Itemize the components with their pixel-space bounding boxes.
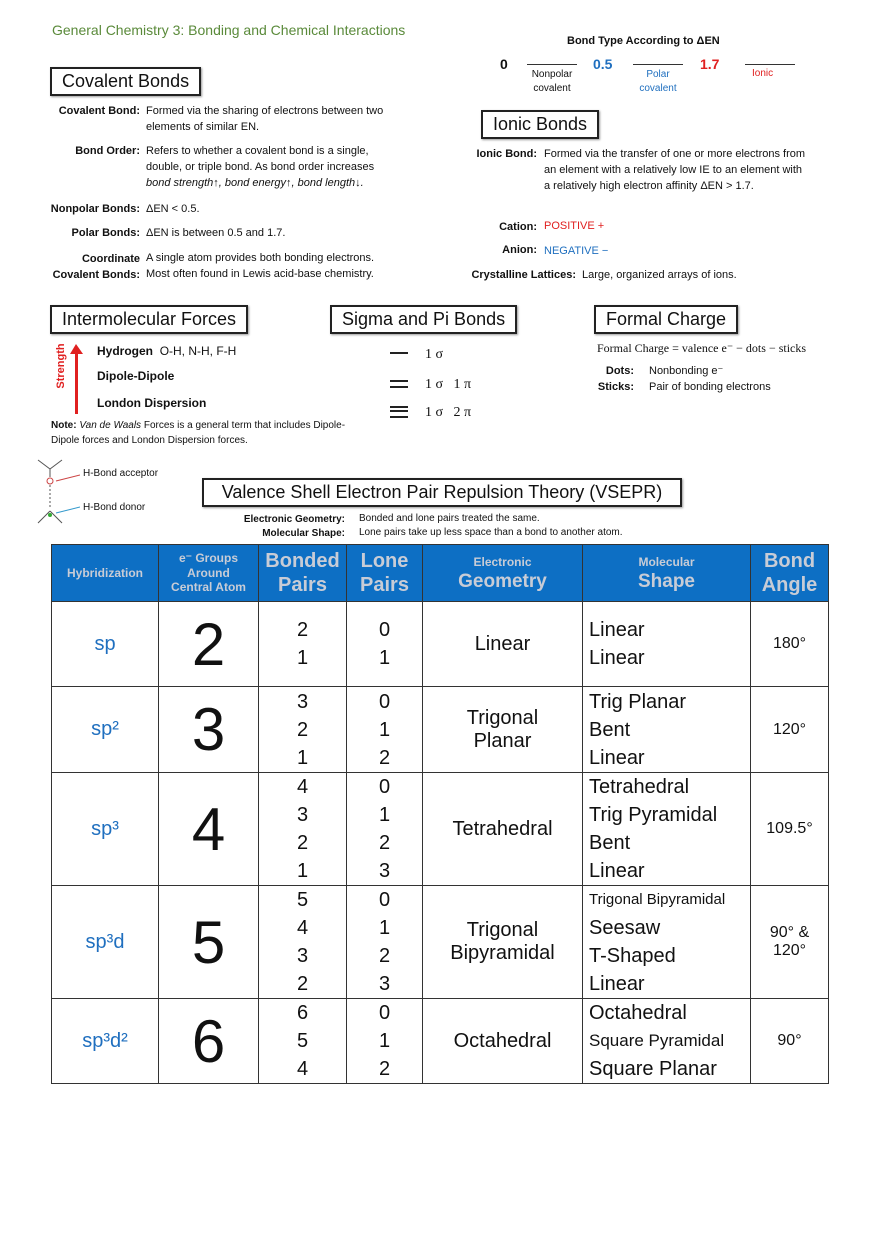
- table-row: [52, 602, 829, 687]
- label: Anion:: [502, 244, 537, 256]
- table-row: [52, 773, 829, 886]
- groups-cell: 2: [159, 602, 259, 687]
- lone-value: 1: [378, 804, 391, 826]
- geometry-cell: Trigonal Bipyramidal: [423, 886, 583, 999]
- shape-value: Linear: [589, 647, 645, 669]
- polar-label: Polar covalent: [639, 69, 677, 94]
- angle-cell: 90°: [751, 999, 829, 1084]
- angle-cell: 90° & 120°: [751, 886, 829, 999]
- angle-cell: 120°: [751, 687, 829, 773]
- en-0: 0: [500, 56, 508, 72]
- bonded-cell: [259, 687, 347, 773]
- shape-value: Linear: [589, 973, 645, 995]
- bonded-value: 3: [296, 945, 309, 967]
- bonded-cell: [259, 886, 347, 999]
- shape-value: Octahedral: [589, 1002, 687, 1024]
- strength-label: Strength: [55, 343, 67, 389]
- text: Large, organized arrays of ions.: [582, 269, 737, 281]
- lone-value: 2: [378, 832, 391, 854]
- bonded-value: 4: [296, 776, 309, 798]
- shape-cell: [583, 602, 751, 687]
- label: Crystalline Lattices:: [471, 269, 576, 281]
- label: Bond Order:: [75, 145, 140, 157]
- lone-value: 3: [378, 973, 391, 995]
- shape-cell: [583, 773, 751, 886]
- label: Electronic Geometry:: [243, 514, 345, 525]
- shape-value: Trigonal Bipyramidal: [589, 891, 726, 908]
- lone-value: 0: [378, 776, 391, 798]
- ionic-heading: Ionic Bonds: [481, 110, 599, 139]
- col-groups: e⁻ Groups Around Central Atom: [159, 545, 259, 602]
- single-bond-icon: [390, 352, 408, 354]
- col-shape: Molecular Shape: [583, 545, 751, 602]
- shape-value: Bent: [589, 718, 631, 741]
- lone-cell: [347, 999, 423, 1084]
- acceptor-label: H-Bond acceptor: [83, 468, 159, 479]
- shape-value: Trig Pyramidal: [589, 804, 718, 826]
- hybridization-cell: sp³: [52, 773, 159, 886]
- lone-value: 0: [378, 1002, 391, 1024]
- lone-value: 2: [378, 746, 391, 769]
- lone-cell: [347, 773, 423, 886]
- bonded-value: 2: [296, 619, 309, 641]
- sigma-heading: Sigma and Pi Bonds: [330, 305, 517, 334]
- hbond-diagram-icon: [30, 455, 80, 530]
- angle-cell: 180°: [751, 602, 829, 687]
- bonded-cell: [259, 773, 347, 886]
- lone-cell: [347, 687, 423, 773]
- lone-value: 1: [378, 917, 391, 939]
- geometry-cell: Linear: [423, 602, 583, 687]
- label: Dots:: [605, 365, 634, 377]
- label: Nonpolar Bonds:: [50, 203, 140, 215]
- lone-value: 0: [378, 889, 391, 911]
- bonded-value: 2: [296, 718, 309, 741]
- shape-value: Tetrahedral: [589, 776, 690, 798]
- lone-value: 1: [378, 1030, 391, 1052]
- label: Coordinate Covalent Bonds:: [52, 253, 140, 281]
- bonded-value: 2: [296, 973, 309, 995]
- label: Cation:: [499, 221, 537, 233]
- groups-cell: 5: [159, 886, 259, 999]
- strength-arrow-icon: [75, 352, 78, 414]
- nonpolar-label: Nonpolar covalent: [531, 69, 573, 94]
- shape-value: Square Planar: [589, 1058, 717, 1080]
- shape-value: Bent: [589, 832, 631, 854]
- geometry-cell: Trigonal Planar: [423, 687, 583, 773]
- label: Polar Bonds:: [71, 227, 140, 239]
- bonded-value: 3: [296, 804, 309, 826]
- col-angle: Bond Angle: [751, 545, 829, 602]
- bonded-value: 2: [296, 832, 309, 854]
- triple-bond-icon: [390, 406, 408, 418]
- double-bond-icon: [390, 380, 408, 388]
- bonded-value: 4: [296, 1058, 309, 1080]
- label: Ionic Bond:: [476, 148, 537, 160]
- en-17: 1.7: [700, 56, 720, 72]
- text: Refers to whether a covalent bond is a single, double, or triple bond. As bond order increases bond strength↑, bond energy↑, bond length↓.: [146, 145, 375, 189]
- text: Nonbonding e⁻: [649, 365, 724, 377]
- table-row: [52, 999, 829, 1084]
- vsepr-table: [51, 544, 829, 1084]
- donor-label: H-Bond donor: [83, 502, 146, 513]
- triple-bond-text: 1 σ 2 π: [425, 405, 472, 420]
- shape-value: Linear: [589, 746, 645, 769]
- lone-value: 1: [378, 647, 391, 669]
- text: ΔEN is between 0.5 and 1.7.: [146, 227, 286, 239]
- text: Formed via the sharing of electrons between two elements of similar EN.: [146, 105, 384, 133]
- shape-value: Linear: [589, 860, 645, 882]
- shape-value: T-Shaped: [589, 945, 676, 967]
- lone-cell: [347, 886, 423, 999]
- text: Bonded and lone pairs treated the same.: [359, 513, 540, 524]
- page-title: General Chemistry 3: Bonding and Chemical Interactions: [52, 22, 406, 38]
- arrow-icon: [745, 64, 795, 65]
- col-geometry: Electronic Geometry: [423, 545, 583, 602]
- dipole-item: Dipole-Dipole: [97, 369, 175, 383]
- shape-cell: [583, 999, 751, 1084]
- lone-value: 2: [378, 945, 391, 967]
- hybridization-cell: sp³d: [52, 886, 159, 999]
- bonded-value: 1: [296, 746, 309, 769]
- hydrogen-item: Hydrogen O-H, N-H, F-H: [97, 344, 237, 358]
- shape-cell: [583, 687, 751, 773]
- bond-type-title: Bond Type According to ΔEN: [567, 35, 720, 47]
- bonded-cell: [259, 602, 347, 687]
- shape-value: Square Pyramidal: [589, 1031, 725, 1050]
- shape-value: Trig Planar: [589, 690, 687, 713]
- shape-value: Seesaw: [589, 917, 661, 939]
- hybridization-cell: sp: [52, 602, 159, 687]
- geometry-cell: Tetrahedral: [423, 773, 583, 886]
- london-item: London Dispersion: [97, 396, 207, 410]
- arrow-icon: [527, 64, 577, 65]
- lone-value: 1: [378, 718, 391, 741]
- groups-cell: 6: [159, 999, 259, 1084]
- bonded-value: 3: [296, 690, 309, 713]
- bonded-value: 6: [296, 1002, 309, 1024]
- anion-text: NEGATIVE −: [544, 245, 609, 257]
- formal-heading: Formal Charge: [594, 305, 738, 334]
- col-bonded: Bonded Pairs: [259, 545, 347, 602]
- formal-equation: Formal Charge = valence e⁻ − dots − sticks: [597, 341, 807, 355]
- lone-value: 2: [378, 1058, 391, 1080]
- double-bond-text: 1 σ 1 π: [425, 377, 472, 392]
- groups-cell: 4: [159, 773, 259, 886]
- angle-cell: 109.5°: [751, 773, 829, 886]
- bonded-value: 4: [296, 917, 309, 939]
- arrowhead-icon: [70, 344, 83, 354]
- lone-value: 0: [378, 619, 391, 641]
- lone-cell: [347, 602, 423, 687]
- shape-value: Linear: [589, 619, 645, 641]
- col-lone: Lone Pairs: [347, 545, 423, 602]
- text: Pair of bonding electrons: [649, 381, 771, 393]
- text: Formed via the transfer of one or more electrons from an element with a relatively low IE to an element with a relatively high electron affinity ΔEN > 1.7.: [544, 148, 806, 192]
- col-hybridization: Hybridization: [52, 545, 159, 602]
- arrow-icon: [633, 64, 683, 65]
- hybridization-cell: sp²: [52, 687, 159, 773]
- table-header: [52, 545, 829, 602]
- hybridization-cell: sp³d²: [52, 999, 159, 1084]
- single-bond-text: 1 σ: [425, 347, 444, 362]
- label: Covalent Bond:: [58, 105, 140, 117]
- vsepr-heading: Valence Shell Electron Pair Repulsion Theory (VSEPR): [202, 478, 682, 507]
- bonded-value: 5: [296, 1030, 309, 1052]
- ionic-label: Ionic: [752, 68, 774, 79]
- table-row: [52, 687, 829, 773]
- bonded-cell: [259, 999, 347, 1084]
- text: Lone pairs take up less space than a bond to another atom.: [359, 527, 623, 538]
- bonded-value: 5: [296, 889, 309, 911]
- imf-note: Note: Van de Waals Forces is a general term that includes Dipole-Dipole forces and London Dispersion forces.: [51, 420, 346, 446]
- bonded-value: 1: [296, 860, 309, 882]
- imf-heading: Intermolecular Forces: [50, 305, 248, 334]
- table-row: [52, 886, 829, 999]
- en-05: 0.5: [593, 56, 613, 72]
- bonded-value: 1: [296, 647, 309, 669]
- groups-cell: 3: [159, 687, 259, 773]
- text: A single atom provides both bonding electrons. Most often found in Lewis acid-base chemistry.: [146, 252, 375, 280]
- covalent-heading: Covalent Bonds: [50, 67, 201, 96]
- geometry-cell: Octahedral: [423, 999, 583, 1084]
- label: Sticks:: [597, 381, 634, 393]
- lone-value: 3: [378, 860, 391, 882]
- text: ΔEN < 0.5.: [146, 203, 200, 215]
- lone-value: 0: [378, 690, 391, 713]
- cation-text: POSITIVE +: [544, 220, 605, 232]
- label: Molecular Shape:: [262, 528, 345, 539]
- shape-cell: [583, 886, 751, 999]
